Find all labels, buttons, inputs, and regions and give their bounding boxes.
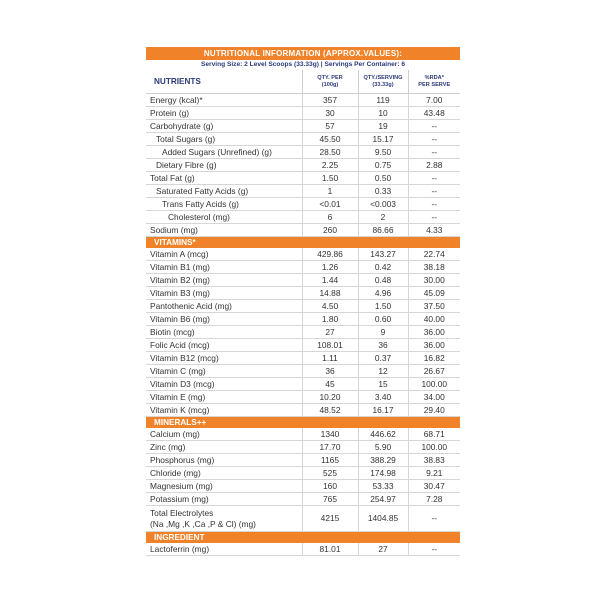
nutrient-name: Calcium (mg) [146,428,302,441]
value-per-serving: 0.33 [358,185,408,198]
value-per-100g: 6 [302,211,358,224]
nutrient-name: Sodium (mg) [146,224,302,237]
value-rda: -- [408,198,460,211]
table-row [146,120,460,133]
table-row [146,274,460,287]
table-row [146,185,460,198]
value-rda: 4.33 [408,224,460,237]
section-title: VITAMINS* [146,237,460,249]
value-rda: -- [408,506,460,532]
header-qty-per-100g [302,70,358,94]
value-per-serving: 36 [358,339,408,352]
nutrition-panel [146,47,460,556]
value-per-100g: 4215 [302,506,358,532]
section-header [146,532,460,544]
table-row [146,172,460,185]
value-rda: 45.09 [408,287,460,300]
value-per-serving: 19 [358,120,408,133]
value-per-100g: 1.50 [302,172,358,185]
nutrient-name: Biotin (mcg) [146,326,302,339]
nutrient-name: Energy (kcal)* [146,94,302,107]
value-per-serving: 9 [358,326,408,339]
nutrient-name: Vitamin B1 (mg) [146,261,302,274]
section-header [146,237,460,249]
table-row [146,159,460,172]
value-per-100g: 108.01 [302,339,358,352]
value-rda: 30.47 [408,480,460,493]
value-per-serving: 4.96 [358,287,408,300]
value-per-100g: 357 [302,94,358,107]
value-per-100g: 45 [302,378,358,391]
table-row [146,339,460,352]
value-per-serving: 0.50 [358,172,408,185]
value-per-serving: 2 [358,211,408,224]
value-rda: 100.00 [408,378,460,391]
value-per-100g: 2.25 [302,159,358,172]
value-rda: -- [408,172,460,185]
value-per-100g: 4.50 [302,300,358,313]
table-row [146,391,460,404]
value-per-100g: 525 [302,467,358,480]
value-per-100g: 45.50 [302,133,358,146]
value-per-serving: <0.003 [358,198,408,211]
value-per-100g: 1.26 [302,261,358,274]
nutrient-name: Folic Acid (mcg) [146,339,302,352]
value-per-100g: 765 [302,493,358,506]
nutrient-name: Carbohydrate (g) [146,120,302,133]
table-row [146,198,460,211]
nutrient-name: Chloride (mg) [146,467,302,480]
nutrient-name: Vitamin A (mcg) [146,248,302,261]
value-per-serving: 0.42 [358,261,408,274]
value-per-serving: 0.75 [358,159,408,172]
value-per-serving: 27 [358,543,408,556]
nutrient-name: Lactoferrin (mg) [146,543,302,556]
header-rda [408,70,460,94]
value-rda: 7.28 [408,493,460,506]
nutrition-table-body [146,94,460,556]
table-row [146,467,460,480]
value-per-serving: 0.48 [358,274,408,287]
value-rda: -- [408,185,460,198]
nutrient-name: Magnesium (mg) [146,480,302,493]
nutrient-name: Added Sugars (Unrefined) (g) [146,146,302,159]
table-row [146,454,460,467]
value-per-100g: 27 [302,326,358,339]
value-per-100g: 160 [302,480,358,493]
table-row [146,493,460,506]
header-qty-per-serving-line1: QTY./SERVING [363,75,403,82]
value-per-100g: 1.11 [302,352,358,365]
value-per-100g: 1 [302,185,358,198]
value-per-serving: 174.98 [358,467,408,480]
value-rda: 2.88 [408,159,460,172]
table-row [146,543,460,556]
value-rda: 29.40 [408,404,460,417]
nutrient-name: Vitamin B12 (mcg) [146,352,302,365]
value-rda: 7.00 [408,94,460,107]
header-rda-line2: PER SERVE [418,81,451,88]
nutrient-name [146,506,302,532]
value-per-100g: 48.52 [302,404,358,417]
value-per-100g: 30 [302,107,358,120]
section-title: INGREDIENT [146,532,460,544]
table-row [146,133,460,146]
value-rda: -- [408,146,460,159]
value-per-100g: 57 [302,120,358,133]
table-row [146,441,460,454]
value-rda: 43.48 [408,107,460,120]
nutrient-name: Vitamin E (mg) [146,391,302,404]
table-row [146,352,460,365]
nutrient-name: Vitamin B6 (mg) [146,313,302,326]
value-rda: 36.00 [408,339,460,352]
nutrient-name: Cholesterol (mg) [146,211,302,224]
value-per-100g: 1165 [302,454,358,467]
nutrition-table [146,70,460,556]
value-rda: 38.83 [408,454,460,467]
nutrient-name: Phosphorus (mg) [146,454,302,467]
value-per-serving: 1.50 [358,300,408,313]
value-rda: 40.00 [408,313,460,326]
nutrient-name: Vitamin C (mg) [146,365,302,378]
value-per-serving: 16.17 [358,404,408,417]
value-per-100g: 14.88 [302,287,358,300]
nutrient-name: Vitamin B2 (mg) [146,274,302,287]
table-row [146,365,460,378]
value-rda: 38.18 [408,261,460,274]
nutrient-name: Potassium (mg) [146,493,302,506]
value-per-serving: 3.40 [358,391,408,404]
value-per-serving: 15.17 [358,133,408,146]
nutrient-name: Saturated Fatty Acids (g) [146,185,302,198]
table-row [146,248,460,261]
nutrient-name: Zinc (mg) [146,441,302,454]
nutrition-title: NUTRITIONAL INFORMATION (APPROX.VALUES): [146,47,460,60]
value-rda: -- [408,133,460,146]
header-qty-per-serving-line2: (33.33g) [372,81,394,88]
value-rda: 30.00 [408,274,460,287]
header-nutrients: NUTRIENTS [146,70,302,94]
table-row [146,287,460,300]
nutrient-name: Protein (g) [146,107,302,120]
nutrient-name-line1: Total Electrolytes [150,507,214,518]
value-rda: 9.21 [408,467,460,480]
table-row [146,300,460,313]
table-row [146,480,460,493]
value-per-serving: 10 [358,107,408,120]
nutrient-name: Total Fat (g) [146,172,302,185]
section-header [146,417,460,429]
value-per-100g: 17.70 [302,441,358,454]
value-per-serving: 5.90 [358,441,408,454]
value-per-100g: 10.20 [302,391,358,404]
header-qty-per-serving [358,70,408,94]
header-qty-per-100g-line1: QTY. PER [317,75,343,82]
table-row [146,94,460,107]
nutrient-name-line2: (Na ,Mg ,K ,Ca ,P & Cl) (mg) [150,518,256,529]
value-rda: -- [408,543,460,556]
value-per-100g: 81.01 [302,543,358,556]
section-title: MINERALS++ [146,417,460,429]
nutrient-name: Trans Fatty Acids (g) [146,198,302,211]
value-rda: 34.00 [408,391,460,404]
value-per-serving: 388.29 [358,454,408,467]
table-row [146,261,460,274]
value-rda: 22.74 [408,248,460,261]
table-header-row [146,70,460,94]
value-rda: 100.00 [408,441,460,454]
table-row [146,107,460,120]
value-per-serving: 9.50 [358,146,408,159]
value-per-100g: 260 [302,224,358,237]
table-row [146,313,460,326]
serving-info: Serving Size: 2 Level Scoops (33.33g) | Servings Per Container: 6 [200,61,406,68]
value-per-serving: 15 [358,378,408,391]
table-row [146,428,460,441]
nutrient-name: Vitamin K (mcg) [146,404,302,417]
table-row [146,146,460,159]
value-rda: -- [408,211,460,224]
value-per-100g: 1.44 [302,274,358,287]
value-per-100g: 1340 [302,428,358,441]
nutrient-name: Vitamin B3 (mg) [146,287,302,300]
value-per-serving: 86.66 [358,224,408,237]
value-per-serving: 12 [358,365,408,378]
value-per-100g: 28.50 [302,146,358,159]
value-per-100g: <0.01 [302,198,358,211]
value-per-serving: 119 [358,94,408,107]
nutrient-name: Dietary Fibre (g) [146,159,302,172]
nutrient-name: Pantothenic Acid (mg) [146,300,302,313]
value-rda: 26.67 [408,365,460,378]
value-per-100g: 429.86 [302,248,358,261]
value-rda: -- [408,120,460,133]
value-rda: 36.00 [408,326,460,339]
nutrient-name: Vitamin D3 (mcg) [146,378,302,391]
value-per-serving: 1404.85 [358,506,408,532]
value-rda: 16.82 [408,352,460,365]
table-row [146,224,460,237]
value-rda: 37.50 [408,300,460,313]
value-per-serving: 0.37 [358,352,408,365]
value-per-serving: 53.33 [358,480,408,493]
table-row [146,404,460,417]
table-row [146,378,460,391]
table-row [146,326,460,339]
value-rda: 68.71 [408,428,460,441]
value-per-serving: 143.27 [358,248,408,261]
value-per-100g: 1.80 [302,313,358,326]
value-per-100g: 36 [302,365,358,378]
nutrient-name: Total Sugars (g) [146,133,302,146]
header-rda-line1: %RDA* [424,75,444,82]
value-per-serving: 446.62 [358,428,408,441]
table-row [146,211,460,224]
value-per-serving: 0.60 [358,313,408,326]
value-per-serving: 254.97 [358,493,408,506]
header-qty-per-100g-line2: (100g) [321,81,339,88]
table-row [146,506,460,532]
